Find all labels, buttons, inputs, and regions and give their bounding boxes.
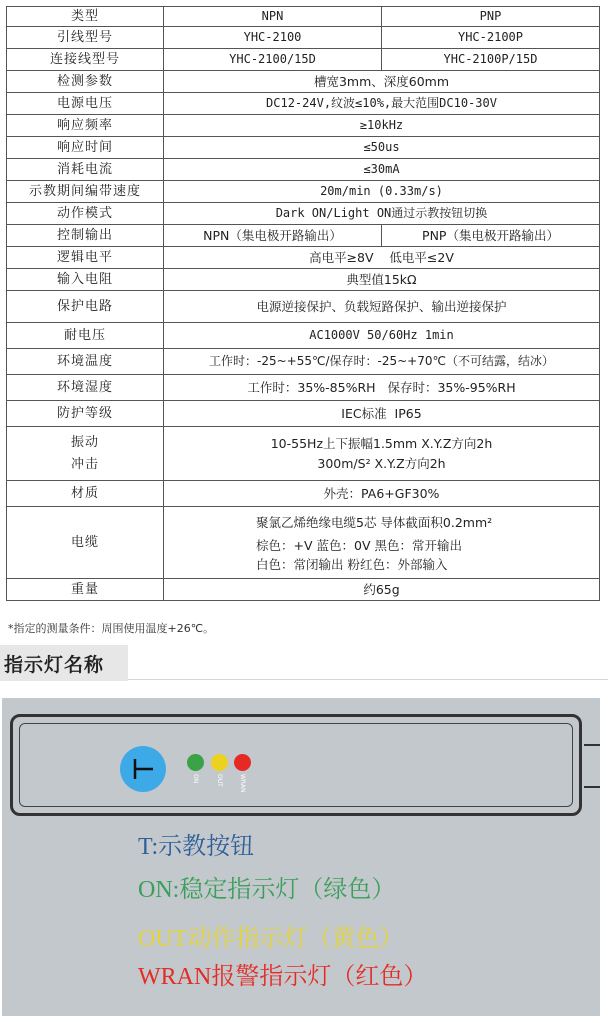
- legend-on: ON:稳定指示灯（绿色）: [138, 877, 396, 903]
- logic-value: 高电平≥8V 低电平≤2V: [164, 247, 600, 269]
- measurement-note: *指定的测量条件：周围使用温度+26℃。: [8, 622, 215, 635]
- led-on-label: ON: [192, 774, 199, 784]
- current-value: ≤30mA: [164, 159, 600, 181]
- row-label: 示教期间编带速度: [7, 181, 164, 203]
- cable-line: 白色：常闭输出 粉红色：外部输入: [256, 556, 448, 572]
- legend-teach: T:示教按钮: [138, 834, 255, 860]
- cable-line: 棕色：+V 蓝色：0V 黑色：常开输出: [256, 537, 462, 553]
- row-label: 输入电阻: [7, 269, 164, 291]
- row-label: 动作模式: [7, 203, 164, 225]
- input-value: 典型值15kΩ: [164, 269, 600, 291]
- teach-button-icon: [120, 746, 166, 792]
- section-header: [0, 645, 608, 681]
- lead-pnp: YHC-2100P: [382, 27, 600, 49]
- row-label: 防护等级: [7, 401, 164, 427]
- row-label: 环境温度: [7, 349, 164, 375]
- row-label: 耐电压: [7, 323, 164, 349]
- vib-value: 10-55Hz上下振幅1.5mm X.Y.Z方向2h: [270, 435, 493, 451]
- led-on-green: [187, 754, 204, 771]
- led-wran-label: WRAN: [239, 774, 246, 793]
- output-npn: NPN（集电极开路输出）: [164, 225, 382, 247]
- temp-value: 工作时：-25~+55℃/保存时：-25~+70℃（不可结露，结冰）: [164, 349, 600, 375]
- section-title: 指示灯名称: [4, 654, 105, 676]
- shock-label: 冲击: [70, 456, 99, 472]
- vibration-shock-value: [164, 427, 600, 481]
- protect-value: 电源逆接保护、负载短路保护、输出逆接保护: [164, 291, 600, 323]
- teach-button[interactable]: [120, 746, 166, 792]
- mode-value: Dark ON/Light ON通过示教按钮切换: [164, 203, 600, 225]
- conn-npn: YHC-2100/15D: [164, 49, 382, 71]
- row-label: 响应频率: [7, 115, 164, 137]
- spec-table: [6, 6, 600, 601]
- cable-value: [164, 507, 600, 579]
- row-label: 重量: [7, 579, 164, 601]
- speed-value: 20m/min (0.33m/s): [164, 181, 600, 203]
- weight-value: 约65g: [164, 579, 600, 601]
- led-wran-red: [234, 754, 251, 771]
- row-label: 消耗电流: [7, 159, 164, 181]
- detect-value: 槽宽3mm、深度60mm: [164, 71, 600, 93]
- row-label: 保护电路: [7, 291, 164, 323]
- row-label: 材质: [7, 481, 164, 507]
- legend-wran: WRAN报警指示灯（红色）: [138, 964, 428, 990]
- row-label: 引线型号: [7, 27, 164, 49]
- material-value: 外壳：PA6+GF30%: [164, 481, 600, 507]
- device-inner-frame: [19, 723, 573, 807]
- device-edge: [584, 744, 600, 788]
- row-label: 类型: [7, 7, 164, 27]
- section-divider: [128, 679, 608, 680]
- shock-value: 300m/S² X.Y.Z方向2h: [317, 455, 446, 471]
- row-label: 响应时间: [7, 137, 164, 159]
- output-pnp: PNP（集电极开路输出）: [382, 225, 600, 247]
- led-out-label: OUT: [216, 774, 223, 787]
- row-label: 控制输出: [7, 225, 164, 247]
- row-label: 检测参数: [7, 71, 164, 93]
- sensor-device: [10, 714, 582, 816]
- row-label: 环境湿度: [7, 375, 164, 401]
- type-pnp: PNP: [382, 7, 600, 27]
- time-value: ≤50us: [164, 137, 600, 159]
- ip-value: IEC标准 IP65: [164, 401, 600, 427]
- indicator-panel: [2, 698, 600, 1016]
- withstand-value: AC1000V 50/60Hz 1min: [164, 323, 600, 349]
- led-out-yellow: [211, 754, 228, 771]
- row-label: 逻辑电平: [7, 247, 164, 269]
- conn-pnp: YHC-2100P/15D: [382, 49, 600, 71]
- legend-out: OUT动作指示灯（黄色）: [138, 926, 404, 952]
- lead-npn: YHC-2100: [164, 27, 382, 49]
- freq-value: ≥10kHz: [164, 115, 600, 137]
- power-value: DC12-24V,纹波≤10%,最大范围DC10-30V: [164, 93, 600, 115]
- row-label: 电源电压: [7, 93, 164, 115]
- type-npn: NPN: [164, 7, 382, 27]
- humid-value: 工作时：35%-85%RH 保存时：35%-95%RH: [164, 375, 600, 401]
- row-label: 连接线型号: [7, 49, 164, 71]
- row-label: 电缆: [7, 507, 164, 579]
- vibration-shock-label: [7, 427, 164, 481]
- vib-label: 振动: [70, 434, 99, 450]
- cable-line: 聚氯乙烯绝缘电缆5芯 导体截面积0.2mm²: [256, 514, 493, 530]
